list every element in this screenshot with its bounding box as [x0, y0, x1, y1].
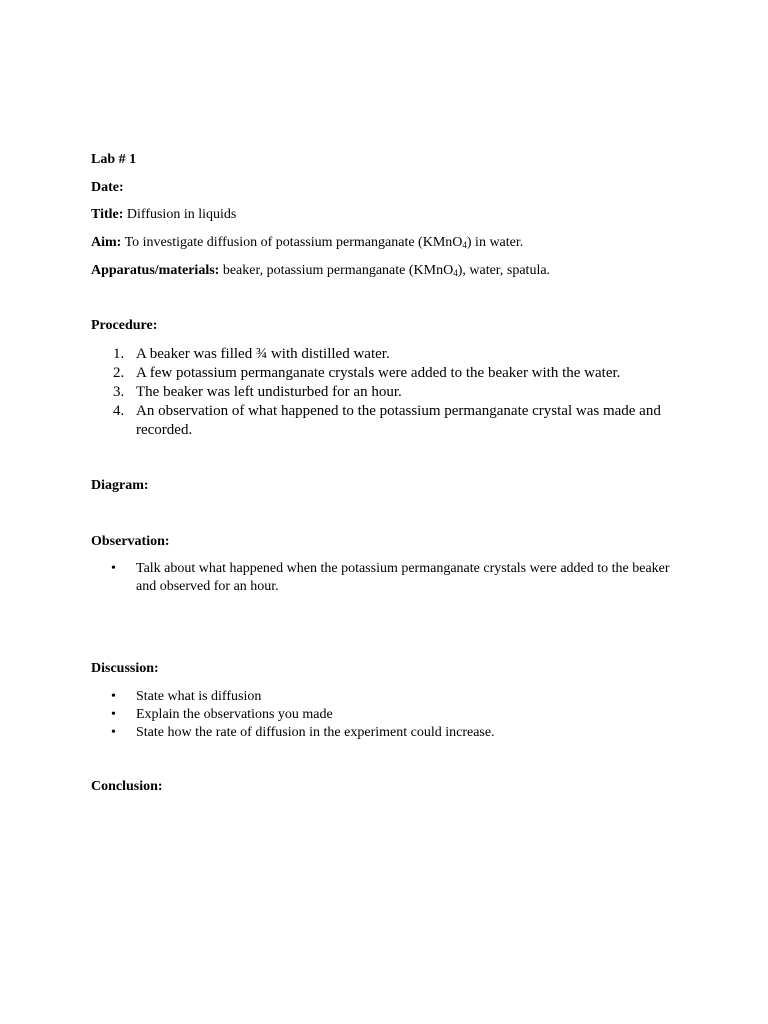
diagram-heading: Diagram: — [91, 478, 149, 493]
step-text: A beaker was filled ¾ with distilled water. — [136, 346, 390, 362]
aim-line — [91, 234, 523, 254]
title-line — [91, 206, 236, 224]
list-item — [91, 560, 681, 596]
bullet-icon: • — [111, 707, 116, 722]
date-label: Date: — [91, 180, 124, 195]
discussion-list — [91, 688, 681, 742]
bullet-text: State what is diffusion — [136, 689, 262, 704]
observation-list — [91, 560, 681, 596]
aim-value-before: To investigate diffusion of potassium permanganate (KMnO — [124, 235, 463, 250]
list-item — [91, 706, 681, 724]
list-item — [91, 383, 691, 402]
bullet-text: Talk about what happened when the potassium permanganate crystals were added to the beaker and observed for an hour. — [136, 561, 670, 594]
bullet-text: Explain the observations you made — [136, 707, 333, 722]
aim-subscript: 4 — [462, 240, 467, 250]
apparatus-value-after: ), water, spatula. — [457, 263, 551, 278]
list-item — [91, 345, 691, 364]
list-item — [91, 688, 681, 706]
aim-label: Aim: — [91, 235, 122, 250]
observation-heading: Observation: — [91, 534, 170, 549]
step-number: 1. — [113, 346, 125, 362]
bullet-text: State how the rate of diffusion in the experiment could increase. — [136, 725, 495, 740]
procedure-heading: Procedure: — [91, 318, 158, 333]
apparatus-line — [91, 262, 550, 282]
step-number: 4. — [113, 403, 125, 419]
discussion-heading: Discussion: — [91, 661, 159, 676]
lab-number: Lab # 1 — [91, 152, 137, 167]
apparatus-subscript: 4 — [453, 268, 458, 278]
step-text: An observation of what happened to the potassium permanganate crystal was made and recorded. — [136, 403, 661, 438]
title-value: Diffusion in liquids — [126, 207, 237, 222]
step-number: 2. — [113, 365, 125, 381]
apparatus-value-before: beaker, potassium permanganate (KMnO — [222, 263, 454, 278]
step-text: The beaker was left undisturbed for an hour. — [136, 384, 402, 400]
aim-value-after: ) in water. — [466, 235, 524, 250]
title-label: Title: — [91, 207, 124, 222]
bullet-icon: • — [111, 725, 116, 740]
step-number: 3. — [113, 384, 125, 400]
list-item — [91, 724, 681, 742]
list-item — [91, 402, 691, 440]
list-item — [91, 364, 691, 383]
conclusion-heading: Conclusion: — [91, 779, 163, 794]
step-text: A few potassium permanganate crystals were added to the beaker with the water. — [136, 365, 621, 381]
procedure-list — [91, 345, 691, 440]
apparatus-label: Apparatus/materials: — [91, 263, 220, 278]
bullet-icon: • — [111, 689, 116, 704]
bullet-icon: • — [111, 561, 116, 576]
